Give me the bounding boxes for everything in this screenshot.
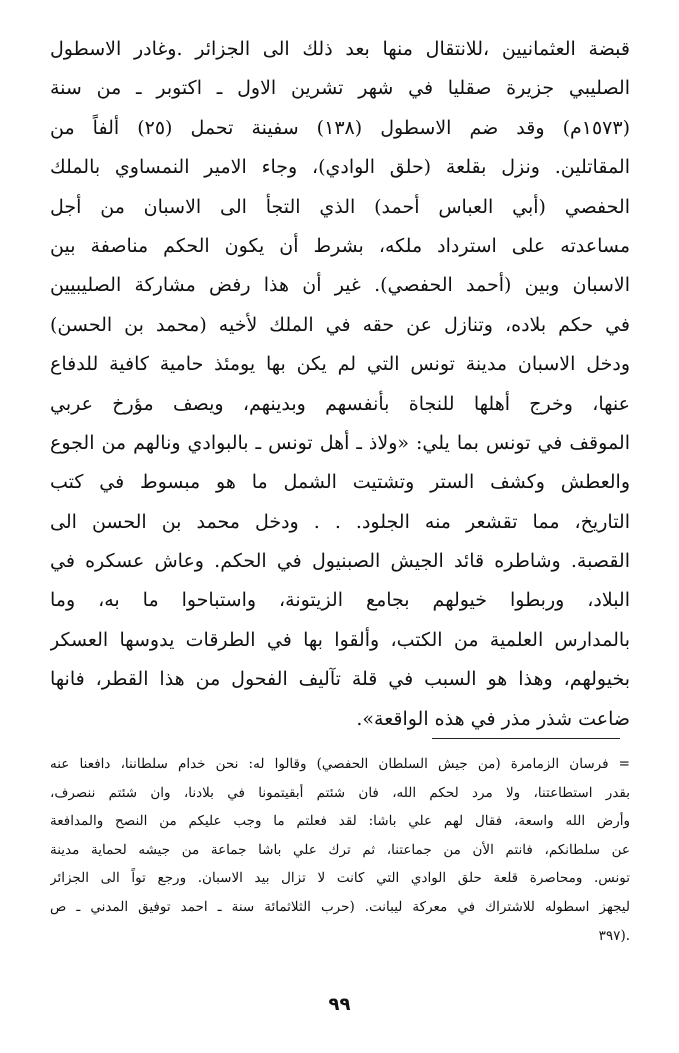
body-line: قبضة العثمانيين ،للانتقال منها بعد ذلك الى الجزائر .وغادر الاسطول	[50, 38, 630, 60]
body-line: في حكم بلاده، وتنازل عن حقه في الملك لأخيه (محمد بن الحسن)	[50, 313, 630, 336]
body-line: الحفصي (أبي العباس أحمد) الذي التجأ الى الاسبان من أجل	[50, 195, 630, 218]
footnote-line: تونس. ومحاصرة قلعة حلق الوادي التي كانت لا تزال بيد الاسبان. ورجع تواً الى الجزائر	[50, 870, 630, 887]
body-line: عنها، وخرج أهلها للنجاة بأنفسهم وبدينهم، ويصف مؤرخ عربي	[50, 392, 630, 415]
footnote-line: وأرض الله واسعة، فقال لهم علي باشا: لقد فعلتم ما وجب عليكم من النصح والمدافعة	[50, 813, 630, 830]
body-line: الموقف في تونس بما يلي: «ولاذ ـ أهل تونس ـ بالبوادي ونالهم من الجوع	[50, 431, 630, 454]
footnote-line: .(٣٩٧	[598, 927, 630, 944]
footnote-line: عن سلطانكم، فانتم الأن من جماعتنا، ثم ترك علي باشا جماعة من جيشه لحماية مدينة	[50, 841, 630, 858]
body-line: (١٥٧٣م) وقد ضم الاسطول (١٣٨) سفينة تحمل (٢٥) ألفاً من	[50, 116, 630, 139]
body-line: بخيولهم، وهذا هو السبب في قلة تآليف الفحول من هذا القطر، فانها	[50, 668, 630, 691]
body-line: المقاتلين. ونزل بقلعة (حلق الوادي)، وجاء الامير النمساوي بالملك	[50, 156, 630, 179]
body-line: البلاد، وربطوا خيولهم بجامع الزيتونة، واستباحوا ما به، وما	[50, 589, 630, 612]
body-line: ضاعت شذر مذر في هذه الواقعة».	[356, 707, 630, 730]
footnote-line: ليجهز اسطوله للاشتراك في معركة ليبانت. (حرب الثلاثمائة سنة ـ احمد توفيق المدني ـ ص	[50, 898, 630, 915]
footnote-separator	[432, 738, 620, 739]
body-line: الصليبي جزيرة صقليا في شهر تشرين الاول ـ اكتوبر ـ من سنة	[50, 77, 630, 100]
footnote-block	[50, 750, 630, 950]
body-line: بالمدارس العلمية من الكتب، وألقوا بها في الطرقات يدوسها العسكر	[50, 628, 630, 651]
body-line: القصبة. وشاطره قائد الجيش الصبنيول في الحكم. وعاش عسكره في	[50, 550, 630, 573]
body-text	[50, 30, 630, 739]
body-line: التاريخ، مما تقشعر منه الجلود. . . ودخل محمد بن الحسن الى	[50, 510, 630, 533]
body-line: مساعدته على استرداد ملكه، بشرط أن يكون الحكم مناصفة بين	[50, 234, 630, 257]
page-number: ٩٩	[328, 994, 351, 1015]
body-line: ودخل الاسبان مدينة تونس التي لم يكن بها يومئذ حامية كافية للدفاع	[50, 353, 630, 376]
body-line: والعطش وكشف الستر وتشتيت الشمل ما هو مبسوط في كتب	[50, 471, 630, 494]
footnote-line: بقدر استطاعتنا، ولا مرد لحكم الله، فان شئتم أبقيتمونا في بلادنا، وان شئتم ننصرف،	[50, 784, 630, 801]
footnote-line: = فرسان الزمامرة (من جيش السلطان الحفصي) وقالوا له: نحن خدام سلطاننا، دافعنا عنه	[50, 756, 630, 772]
body-line: الاسبان وبين (أحمد الحفصي). غير أن هذا رفض مشاركة الصليبيين	[50, 274, 630, 297]
